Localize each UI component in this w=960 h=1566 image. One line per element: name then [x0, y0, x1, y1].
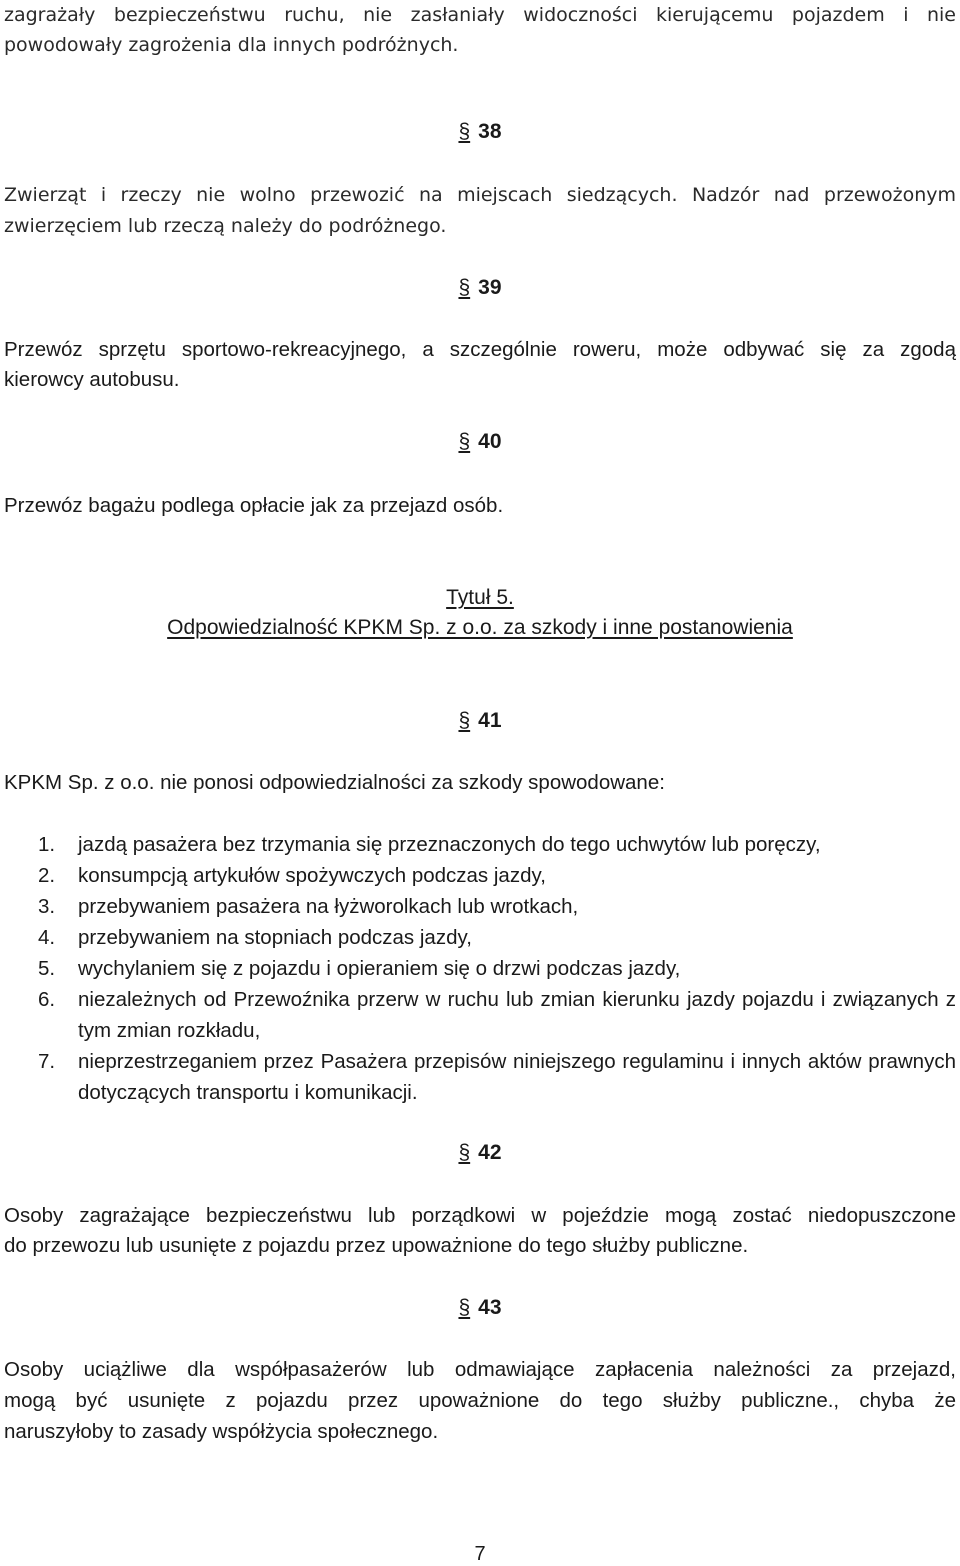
section-symbol: § — [458, 1296, 471, 1319]
list-item — [38, 860, 956, 891]
section-38-line-1: Zwierząt i rzeczy nie wolno przewozić na miejscach siedzących. Nadzór nad przewożonym — [4, 184, 956, 206]
section-42-heading — [0, 1138, 960, 1168]
section-symbol: § — [458, 1141, 471, 1164]
section-43-line-1: Osoby uciążliwe dla współpasażerów lub odmawiające zapłacenia należności za przejazd, — [4, 1358, 956, 1381]
list-item — [38, 829, 956, 860]
list-item — [38, 922, 956, 953]
section-38-line-2: zwierzęciem lub rzeczą należy do podróżnego. — [4, 215, 447, 237]
section-number: 40 — [478, 430, 502, 453]
list-item-number: 1. — [38, 833, 56, 856]
section-number: 43 — [478, 1296, 502, 1319]
section-39-heading — [0, 273, 960, 303]
list-item — [38, 891, 956, 922]
list-item-number: 7. — [38, 1050, 56, 1073]
intro-line-2: powodowały zagrożenia dla innych podróżnych. — [4, 34, 459, 56]
section-43-line-2: mogą być usunięte z pojazdu przez upoważnione do tego służby publiczne., chyba że — [4, 1389, 956, 1412]
section-number: 38 — [478, 120, 502, 143]
section-40-line-1: Przewóz bagażu podlega opłacie jak za przejazd osób. — [4, 494, 504, 517]
list-item-number: 4. — [38, 926, 56, 949]
list-item — [38, 1046, 956, 1108]
list-item-text: niezależnych od Przewoźnika przerw w ruchu lub zmian kierunku jazdy pojazdu i związanych z tym zmian rozkładu, — [78, 988, 956, 1042]
list-item-number: 2. — [38, 864, 56, 887]
section-39-line-2: kierowcy autobusu. — [4, 368, 180, 391]
section-40-heading — [0, 427, 960, 457]
section-symbol: § — [458, 430, 471, 453]
section-symbol: § — [458, 709, 471, 732]
list-item — [38, 984, 956, 1046]
intro-line-1: zagrażały bezpieczeństwu ruchu, nie zasłaniały widoczności kierującemu pojazdem i nie — [4, 4, 956, 26]
list-item-text: przebywaniem na stopniach podczas jazdy, — [78, 926, 472, 949]
page-number: 7 — [474, 1543, 486, 1565]
section-number: 41 — [478, 709, 502, 732]
section-symbol: § — [458, 120, 471, 143]
title-5-heading: Odpowiedzialność KPKM Sp. z o.o. za szkody i inne postanowienia — [167, 616, 793, 639]
list-item — [38, 953, 956, 984]
section-39-line-1: Przewóz sprzętu sportowo-rekreacyjnego, a szczególnie roweru, może odbywać się za zgodą — [4, 338, 956, 361]
section-symbol: § — [458, 276, 471, 299]
list-item-text: nieprzestrzeganiem przez Pasażera przepisów niniejszego regulaminu i innych aktów prawnych dotyczących transportu i komunikacji. — [78, 1050, 956, 1104]
section-43-heading — [0, 1293, 960, 1323]
list-item-number: 6. — [38, 988, 56, 1011]
list-item-text: jazdą pasażera bez trzymania się przeznaczonych do tego uchwytów lub poręczy, — [78, 833, 821, 856]
section-42-line-2: do przewozu lub usunięte z pojazdu przez upoważnione do tego służby publiczne. — [4, 1234, 749, 1257]
list-item-number: 5. — [38, 957, 56, 980]
section-43-line-3: naruszyłoby to zasady współżycia społecznego. — [4, 1420, 439, 1443]
list-item-number: 3. — [38, 895, 56, 918]
section-number: 42 — [478, 1141, 502, 1164]
section-42-line-1: Osoby zagrażające bezpieczeństwu lub porządkowi w pojeździe mogą zostać niedopuszczone — [4, 1204, 956, 1227]
section-number: 39 — [478, 276, 502, 299]
title-5-label: Tytuł 5. — [446, 586, 514, 609]
section-38-heading — [0, 117, 960, 147]
section-41-lead: KPKM Sp. z o.o. nie ponosi odpowiedzialności za szkody spowodowane: — [4, 771, 665, 794]
section-41-heading — [0, 706, 960, 736]
list-item-text: konsumpcją artykułów spożywczych podczas jazdy, — [78, 864, 546, 887]
list-item-text: wychylaniem się z pojazdu i opieraniem się o drzwi podczas jazdy, — [78, 957, 681, 980]
list-item-text: przebywaniem pasażera na łyżworolkach lub wrotkach, — [78, 895, 579, 918]
